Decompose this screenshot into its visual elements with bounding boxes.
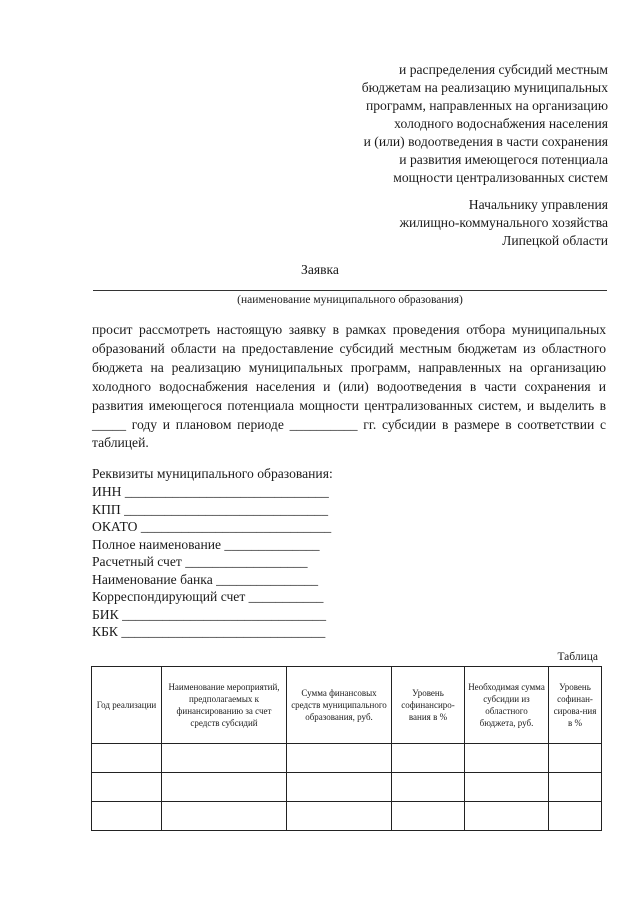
field-full-name[interactable]: Полное наименование ______________ (92, 537, 320, 552)
field-account[interactable]: Расчетный счет __________________ (92, 554, 308, 569)
header-activities: Наименование мероприятий, предполагаемых к финансированию за счет средств субсидий (162, 667, 287, 744)
request-body-text: просит рассмотреть настоящую заявку в рамках проведения отбора муниципальных образований области на предоставление субсидий местным бюджетам из областного бюджета на реализацию муниципальных программ, направленных на организацию холодного водоснабжения населения и (или) водоотведения в части сохранения и развития имеющегося потенциала мощности централизованных систем, и выделить в _____ году и плановом периоде __________ гг. субсидии в размере в соответствии с таблицей. (92, 322, 606, 451)
table-cell[interactable] (287, 802, 392, 831)
table-cell[interactable] (287, 744, 392, 773)
table-cell[interactable] (465, 802, 549, 831)
field-bik[interactable]: БИК ______________________________ (92, 607, 326, 622)
requisites-heading: Реквизиты муниципального образования: (92, 466, 333, 481)
table-cell[interactable] (392, 802, 465, 831)
header-cofinancing-level-2: Уровень софинан-сирова-ния в % (549, 667, 602, 744)
field-okato[interactable]: ОКАТО ____________________________ (92, 519, 332, 534)
table-row (92, 744, 602, 773)
addressee-line-3: Липецкой области (502, 233, 608, 248)
table-caption: Таблица (557, 651, 598, 663)
table-header-row (92, 667, 602, 744)
field-corr-account[interactable]: Корреспондирующий счет ___________ (92, 589, 324, 604)
field-kpp[interactable]: КПП ______________________________ (92, 502, 329, 517)
table-row (92, 802, 602, 831)
addressee-line-1: Начальнику управления (468, 197, 608, 212)
subsidy-table (91, 666, 602, 831)
table-cell[interactable] (465, 773, 549, 802)
header-line-3: программ, направленных на организацию (365, 98, 608, 113)
table-cell[interactable] (549, 773, 602, 802)
header-cofinancing-level: Уровень софинансиро-вания в % (392, 667, 465, 744)
municipality-blank-line[interactable] (93, 290, 607, 291)
header-required-subsidy: Необходимая сумма субсидии из областного бюджета, руб. (465, 667, 549, 744)
table-cell[interactable] (162, 744, 287, 773)
header-municipal-funds: Сумма финансовых средств муниципального образования, руб. (287, 667, 392, 744)
header-year: Год реализации (92, 667, 162, 744)
header-line-5: и (или) водоотведения в части сохранения (363, 134, 608, 149)
table-cell[interactable] (549, 744, 602, 773)
header-line-2: бюджетам на реализацию муниципальных (361, 80, 608, 95)
header-line-7: мощности централизованных систем (393, 170, 608, 185)
table-cell[interactable] (162, 802, 287, 831)
addressee-line-2: жилищно-коммунального хозяйства (399, 215, 608, 230)
header-line-4: холодного водоснабжения населения (394, 116, 608, 131)
field-kbk[interactable]: КБК ______________________________ (92, 624, 326, 639)
table-cell[interactable] (162, 773, 287, 802)
table-cell[interactable] (287, 773, 392, 802)
table-cell[interactable] (92, 744, 162, 773)
table-cell[interactable] (92, 773, 162, 802)
table-row (92, 773, 602, 802)
table-cell[interactable] (549, 802, 602, 831)
field-bank-name[interactable]: Наименование банка _______________ (92, 572, 319, 587)
table-cell[interactable] (92, 802, 162, 831)
table-cell[interactable] (465, 744, 549, 773)
table-cell[interactable] (392, 773, 465, 802)
table-cell[interactable] (392, 744, 465, 773)
field-inn[interactable]: ИНН ______________________________ (92, 484, 329, 499)
document-title: Заявка (301, 262, 339, 277)
municipality-caption: (наименование муниципального образования) (237, 294, 463, 306)
header-line-1: и распределения субсидий местным (399, 62, 608, 77)
header-line-6: и развития имеющегося потенциала (399, 152, 608, 167)
